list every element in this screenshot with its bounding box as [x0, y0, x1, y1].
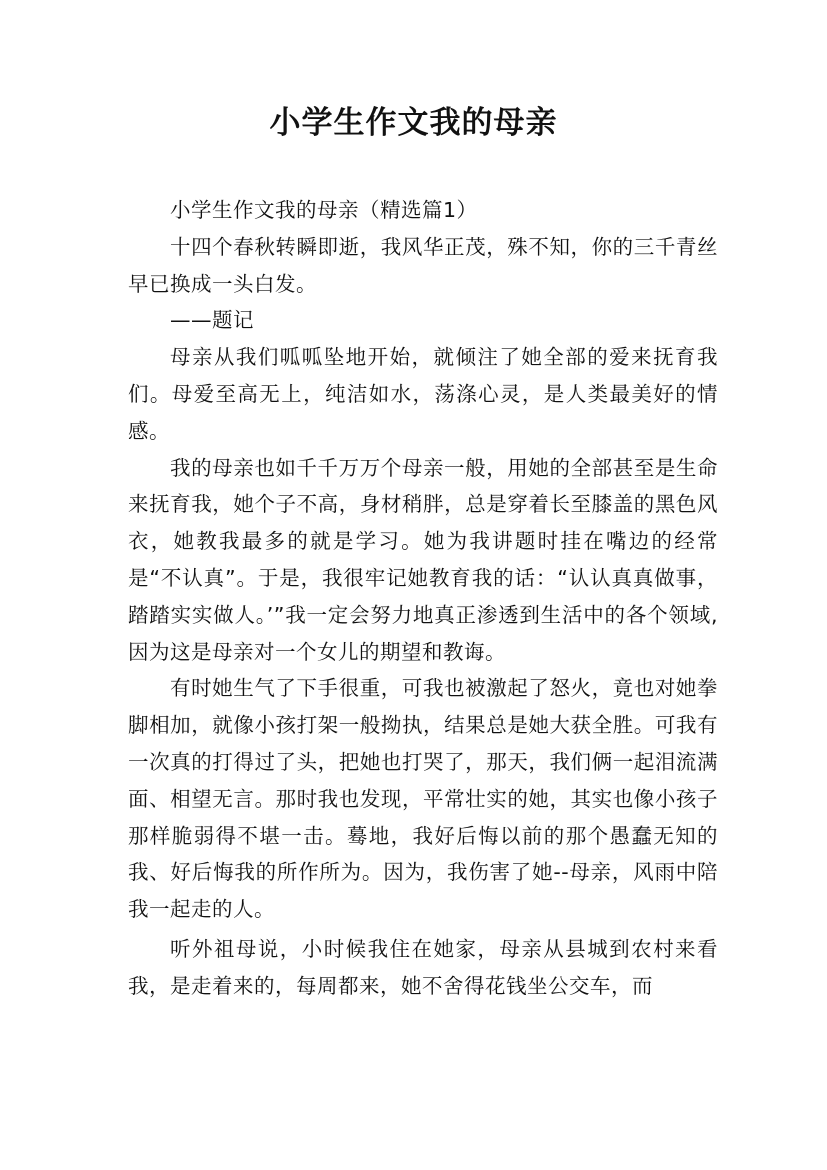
- paragraph: 我的母亲也如千千万万个母亲一般，用她的全部甚至是生命来抚育我，她个子不高，身材稍胖，总是穿着长至膝盖的黑色风衣，她教我最多的就是学习。她为我讲题时挂在嘴边的经常是“不认真”。于是，我很牢记她教育我的话：“认认真真做事，踏踏实实做人。’”我一定会努力地真正渗透到生活中的各个领域,因为这是母亲对一个女儿的期望和教诲。: [128, 455, 718, 664]
- paragraph: 母亲从我们呱呱坠地开始，就倾注了她全部的爱来抚育我们。母爱至高无上，纯洁如水，荡涤心灵，是人类最美好的情感。: [128, 345, 718, 443]
- paragraph: 听外祖母说，小时候我住在她家，母亲从县城到农村来看我，是走着来的，每周都来，她不舍得花钱坐公交车，而: [128, 936, 718, 998]
- paragraph: 十四个春秋转瞬即逝，我风华正茂，殊不知，你的三千青丝早已换成一头白发。: [128, 234, 718, 296]
- document-title: 小学生作文我的母亲: [269, 105, 558, 141]
- paragraph-inscription: ——题记: [170, 308, 254, 333]
- paragraph: 有时她生气了下手很重，可我也被激起了怒火，竟也对她拳脚相加，就像小孩打架一般拗执，结果总是她大获全胜。可我有一次真的打得过了头，把她也打哭了，那天，我们俩一起泪流满面、相望无言。那时我也发现，平常壮实的她，其实也像小孩子那样脆弱得不堪一击。蓦地，我好后悔以前的那个愚蠢无知的我、好后悔我的所作所为。因为，我伤害了她--母亲，风雨中陪我一起走的人。: [128, 676, 718, 922]
- document-body: [128, 192, 718, 1005]
- paragraph-subtitle: 小学生作文我的母亲（精选篇1）: [170, 198, 478, 222]
